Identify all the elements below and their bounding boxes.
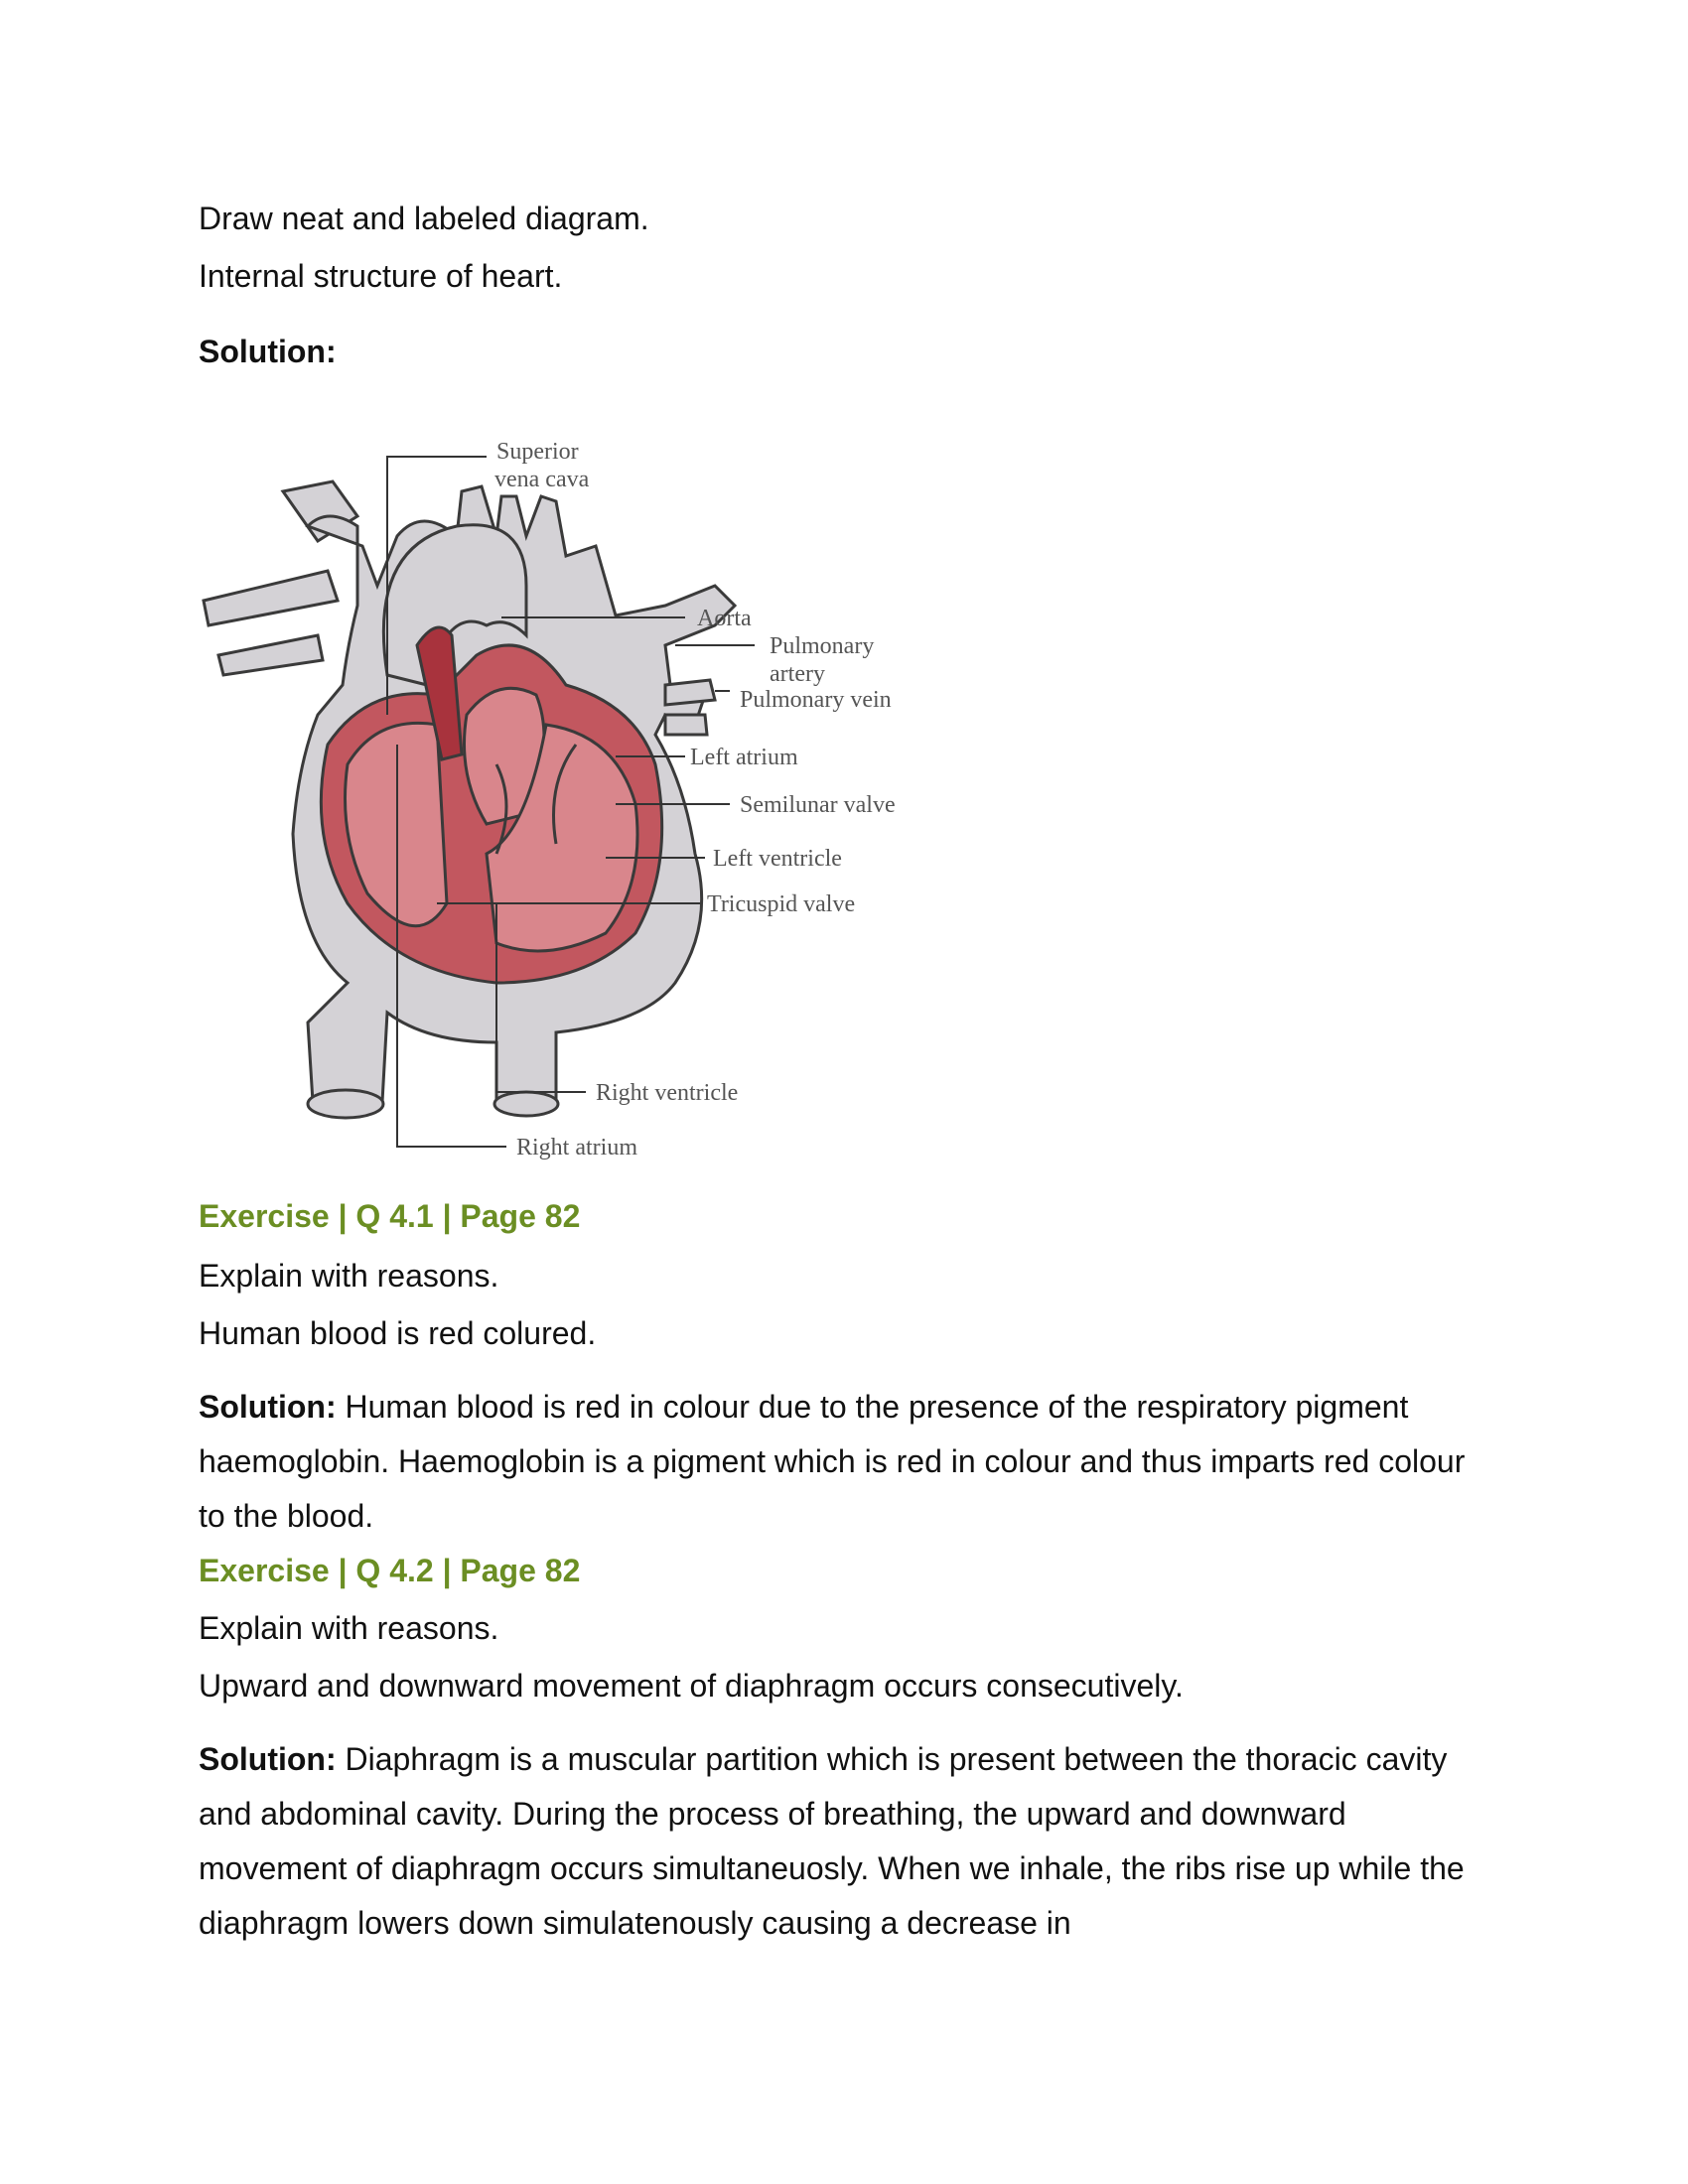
ex42-heading: Exercise | Q 4.2 | Page 82 xyxy=(199,1553,581,1588)
label-left-ventricle: Left ventricle xyxy=(713,846,842,872)
label-pulmonary: Pulmonary xyxy=(770,633,875,659)
label-semilunar-valve: Semilunar valve xyxy=(740,792,896,818)
q1-prompt: Internal structure of heart. xyxy=(199,258,563,294)
ex42-solution-text: Diaphragm is a muscular partition which is present between the thoracic cavity and abdominal cavity. During the process of breathing, the upward and downward movement of diaphragm occurs simultaneuosly. When we inhale, the ribs rise up while the diaphragm lowers down simulatenously causing a decrease in xyxy=(199,1741,1465,1941)
label-superior: Superior xyxy=(496,439,579,465)
ex41-heading: Exercise | Q 4.1 | Page 82 xyxy=(199,1198,581,1234)
label-artery: artery xyxy=(770,661,825,687)
label-pulmonary-vein: Pulmonary vein xyxy=(740,687,892,713)
label-aorta: Aorta xyxy=(697,606,752,631)
label-right-ventricle: Right ventricle xyxy=(596,1080,739,1106)
ex42-instruction: Explain with reasons. xyxy=(199,1610,499,1646)
q1-solution-label: Solution: xyxy=(199,334,337,369)
ex42-solution-label: Solution: xyxy=(199,1741,337,1777)
label-vena-cava: vena cava xyxy=(494,467,590,492)
label-right-atrium: Right atrium xyxy=(516,1135,637,1160)
label-tricuspid-valve: Tricuspid valve xyxy=(707,891,856,917)
heart-diagram xyxy=(199,387,953,1181)
q1-instruction: Draw neat and labeled diagram. xyxy=(199,201,649,236)
ex41-instruction: Explain with reasons. xyxy=(199,1258,499,1294)
ex41-prompt: Human blood is red colured. xyxy=(199,1315,597,1351)
label-left-atrium: Left atrium xyxy=(690,745,798,770)
ex42-solution xyxy=(199,1732,1489,1951)
ex42-prompt: Upward and downward movement of diaphragm occurs consecutively. xyxy=(199,1668,1184,1704)
ex41-solution-text: Human blood is red in colour due to the presence of the respiratory pigment haemoglobin. Haemoglobin is a pigment which is red in colour and thus imparts red colour to the blood. xyxy=(199,1389,1466,1534)
ex41-solution-label: Solution: xyxy=(199,1389,337,1425)
ex41-solution xyxy=(199,1380,1489,1544)
